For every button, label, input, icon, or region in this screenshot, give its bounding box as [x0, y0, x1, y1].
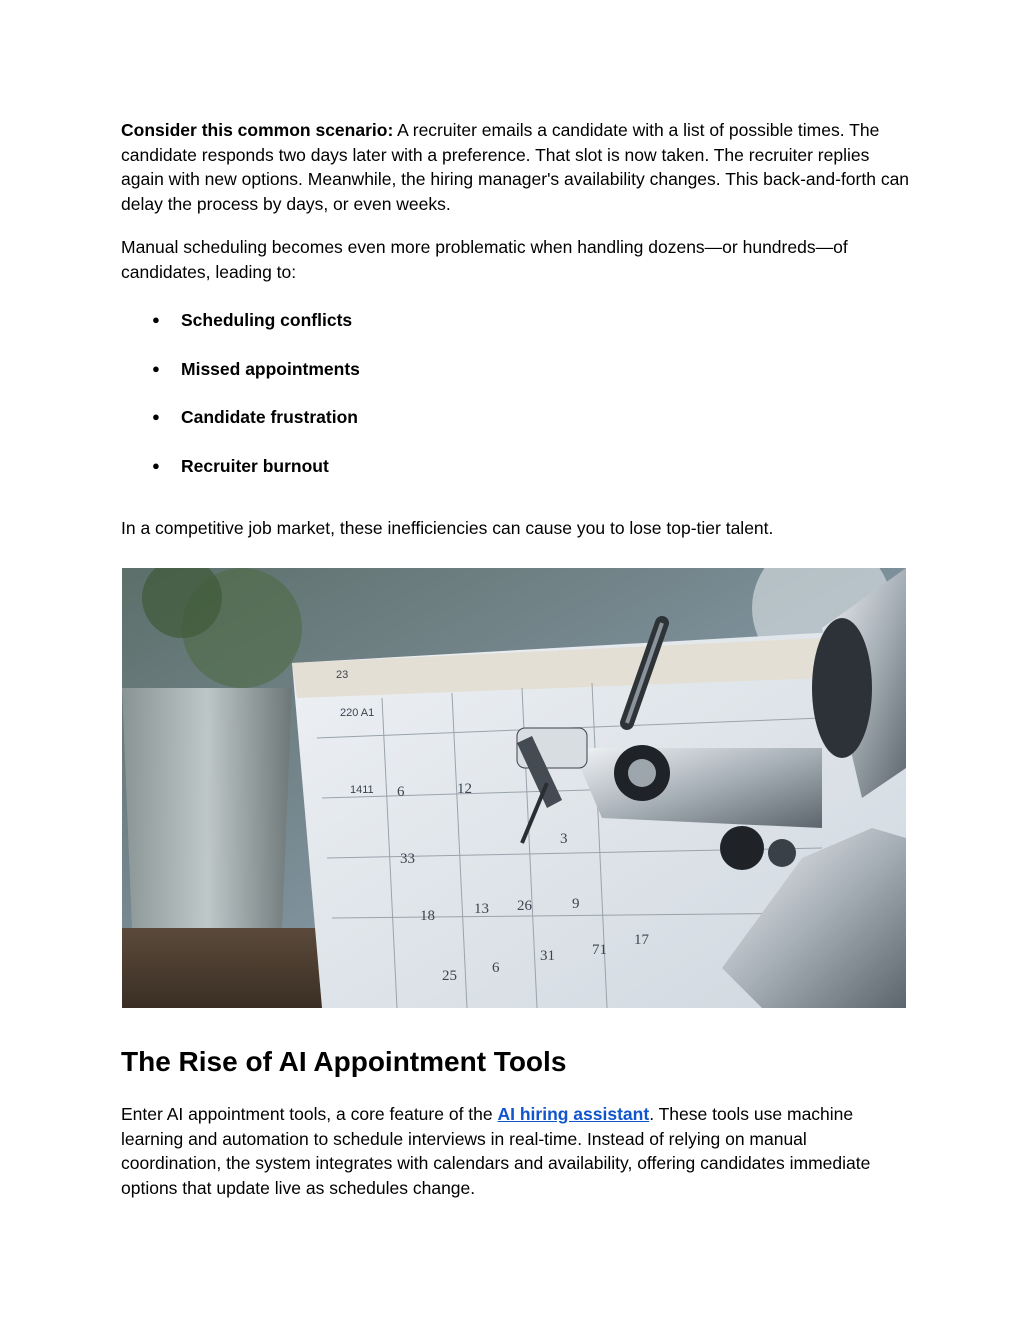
calendar-number: 26 — [517, 898, 532, 914]
calendar-number: 13 — [474, 901, 489, 917]
list-item — [121, 454, 911, 503]
robot-calendar-image — [122, 568, 906, 1008]
calendar-number: 6 — [492, 960, 500, 976]
robot-calendar-illustration — [122, 568, 906, 1008]
section-heading: The Rise of AI Appointment Tools — [121, 1046, 567, 1077]
list-item-label: Candidate frustration — [181, 407, 358, 427]
calendar-number: 12 — [457, 781, 472, 797]
intro-text: A recruiter emails a candidate with a list of possible times. The candidate responds two days later with a preference. That slot is now taken. The recruiter replies again with new options. Meanwhile, the hiring manager's availability changes. This back-and-forth can delay the process by days, or even weeks. — [121, 120, 910, 214]
calendar-number: 31 — [540, 948, 555, 964]
ai-tools-paragraph — [121, 1102, 911, 1200]
market-paragraph: In a competitive job market, these inefficiencies can cause you to lose top-tier talent. — [121, 518, 774, 538]
bullet-icon: ● — [152, 312, 160, 327]
calendar-number: 3 — [560, 831, 568, 847]
ai-tools-text-after: . These tools use machine learning and automation to schedule interviews in real-time. Instead of relying on manual coordination, the system integrates with calendars and availability, offering candidates immediate options that update live as schedules change. — [121, 1104, 871, 1198]
calendar-number: 17 — [634, 932, 649, 948]
calendar-number: 25 — [442, 968, 457, 984]
bullet-icon: ● — [152, 409, 160, 424]
calendar-number: 23 — [336, 669, 349, 681]
manual-scheduling-paragraph: Manual scheduling becomes even more problematic when handling dozens—or hundreds—of candidates, leading to: — [121, 237, 848, 282]
calendar-number: 220 A1 — [340, 707, 375, 719]
list-item — [121, 357, 911, 406]
calendar-number: 71 — [592, 942, 607, 958]
document-body — [121, 118, 911, 541]
bullet-icon: ● — [152, 457, 160, 473]
intro-paragraph — [121, 118, 911, 216]
calendar-number: 18 — [420, 908, 435, 924]
ai-tools-text-before: Enter AI appointment tools, a core feature of the — [121, 1104, 498, 1124]
calendar-number: 33 — [400, 851, 415, 867]
bullet-icon: ● — [152, 360, 160, 376]
list-item — [121, 405, 911, 454]
calendar-number: 6 — [397, 784, 405, 800]
calendar-number: 1411 — [350, 784, 374, 796]
list-item-label: Recruiter burnout — [181, 455, 329, 476]
intro-lead: Consider this common scenario: — [121, 120, 394, 140]
list-item — [121, 308, 911, 357]
list-item-label: Missed appointments — [181, 358, 360, 379]
calendar-number: 9 — [572, 896, 580, 912]
ai-hiring-assistant-link[interactable]: AI hiring assistant — [497, 1104, 650, 1124]
pain-point-list — [121, 308, 911, 502]
list-item-label: Scheduling conflicts — [181, 310, 353, 330]
